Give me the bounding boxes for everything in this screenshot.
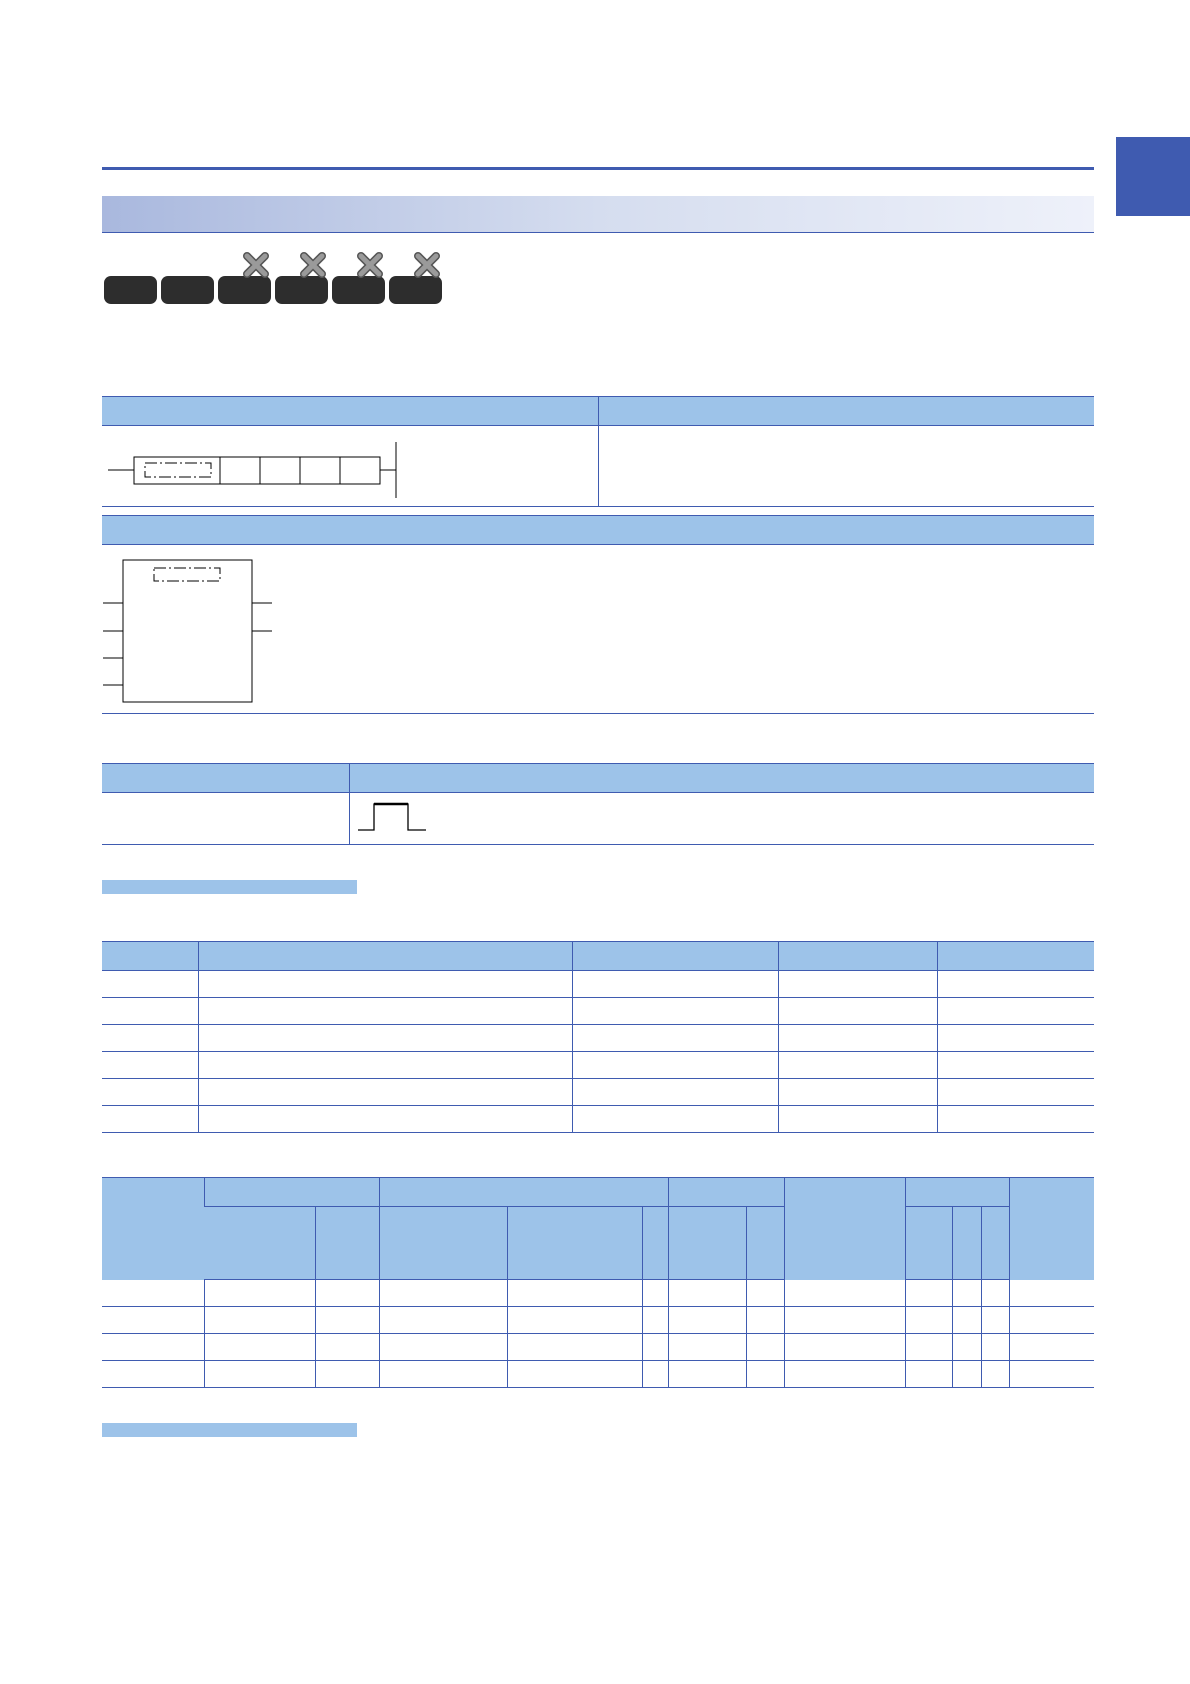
operand-col-header [778, 942, 937, 971]
device-group-header [204, 1178, 379, 1207]
table-row [102, 1106, 1094, 1133]
ladder-bottom-rule [102, 506, 1094, 507]
ladder-st-divider [598, 396, 599, 506]
device-subcol-header [952, 1207, 981, 1280]
device-subcol-header [315, 1207, 379, 1280]
execution-condition-header [102, 763, 1094, 793]
execution-condition-bottom-rule [102, 844, 1094, 845]
x-mark-icon [412, 250, 442, 280]
subsection-bar-processing-details [102, 1423, 357, 1437]
device-subcol-header [905, 1207, 952, 1280]
operand-col-header [572, 942, 778, 971]
applicable-devices-table [102, 1177, 1094, 1388]
device-group-header [905, 1178, 1009, 1207]
table-row [102, 1307, 1094, 1334]
device-col-header [1009, 1178, 1094, 1280]
table-row [102, 1280, 1094, 1307]
table-row [102, 1079, 1094, 1106]
table-row [102, 998, 1094, 1025]
operand-table [102, 941, 1094, 1133]
cpu-badge [218, 276, 271, 304]
chapter-tab [1116, 137, 1190, 216]
cpu-badge [389, 276, 442, 304]
pulse-icon [356, 800, 428, 834]
operand-col-header [937, 942, 1094, 971]
device-col-header [102, 1178, 204, 1280]
fbd-header [102, 515, 1094, 545]
x-mark-icon [241, 250, 271, 280]
device-subcol-header [204, 1207, 315, 1280]
x-mark-icon [298, 250, 328, 280]
table-row [102, 1334, 1094, 1361]
cpu-badge [275, 276, 328, 304]
device-subcol-header [379, 1207, 507, 1280]
device-subcol-header [746, 1207, 784, 1280]
ladder-diagram [102, 438, 422, 502]
section-title-band [102, 196, 1094, 233]
top-rule [102, 167, 1094, 170]
execution-condition-divider [349, 763, 350, 845]
device-subcol-header [642, 1207, 668, 1280]
table-row [102, 1052, 1094, 1079]
cpu-badge [104, 276, 157, 304]
subsection-bar-setting-data [102, 880, 357, 894]
device-subcol-header [981, 1207, 1009, 1280]
fbd-bottom-rule [102, 713, 1094, 714]
table-row [102, 971, 1094, 998]
operand-col-header [198, 942, 572, 971]
operand-col-header [102, 942, 198, 971]
cpu-badge [161, 276, 214, 304]
device-subcol-header [668, 1207, 746, 1280]
device-subcol-header [507, 1207, 642, 1280]
cpu-badge [332, 276, 385, 304]
x-mark-icon [355, 250, 385, 280]
cpu-compatibility-badges [102, 250, 462, 306]
device-group-header [379, 1178, 668, 1207]
device-col-header [784, 1178, 905, 1280]
table-row [102, 1025, 1094, 1052]
fbd-block [100, 556, 280, 706]
table-row [102, 1361, 1094, 1388]
device-group-header [668, 1178, 784, 1207]
